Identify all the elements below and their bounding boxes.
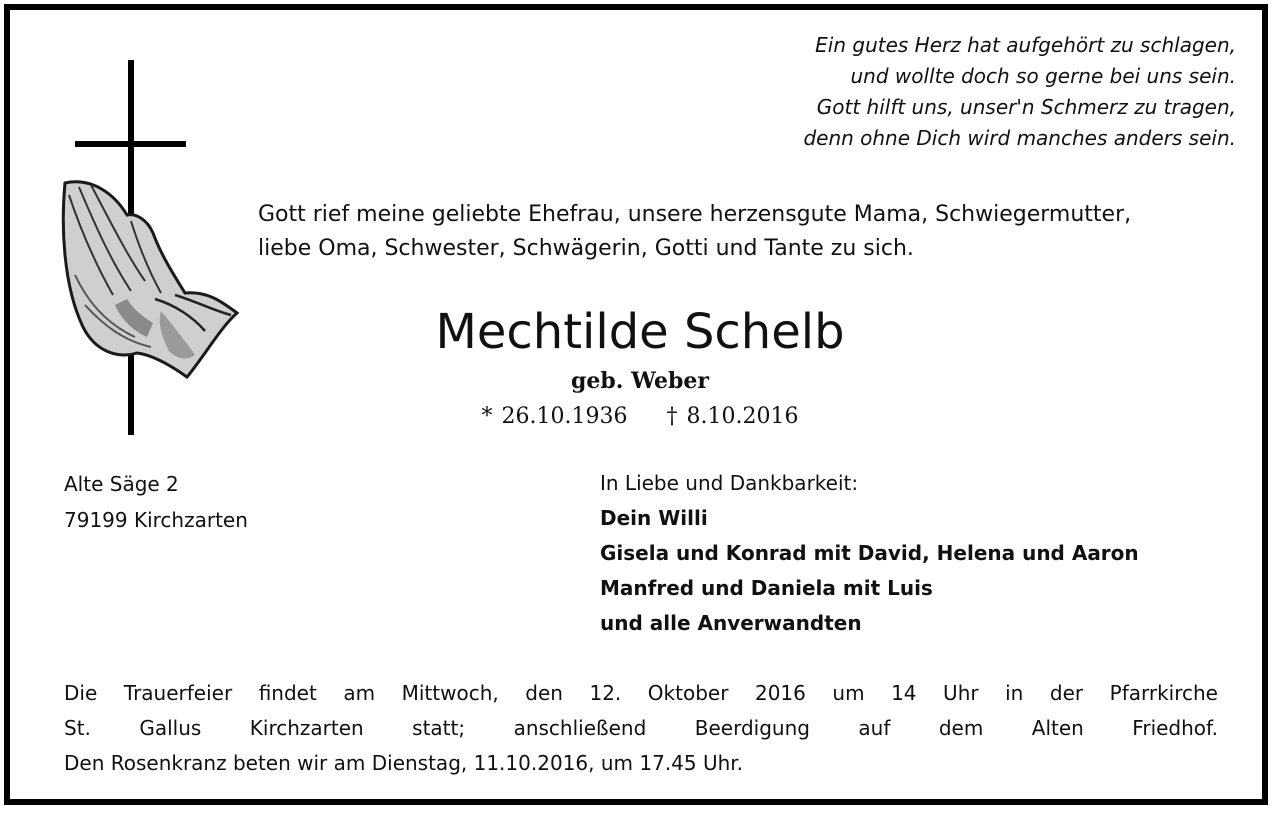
life-dates bbox=[440, 404, 840, 429]
ceremony-line: Den Rosenkranz beten wir am Dienstag, 11.10.2016, um 17.45 Uhr. bbox=[64, 751, 744, 775]
address-street: Alte Säge 2 bbox=[64, 472, 179, 496]
death-date: † 8.10.2016 bbox=[666, 404, 799, 429]
intro-text bbox=[258, 198, 1248, 266]
address-city: 79199 Kirchzarten bbox=[64, 508, 248, 532]
ceremony-line: Die Trauerfeier findet am Mittwoch, den 12. Oktober 2016 um 14 Uhr in der Pfarrkirche bbox=[64, 681, 1218, 705]
mourners bbox=[600, 466, 1139, 641]
mourners-heading: In Liebe und Dankbarkeit: bbox=[600, 471, 859, 495]
intro-line: liebe Oma, Schwester, Schwägerin, Gotti und Tante zu sich. bbox=[258, 236, 914, 261]
maiden-name: geb. Weber bbox=[571, 368, 709, 394]
mourner-line: und alle Anverwandten bbox=[600, 611, 862, 635]
poem-line: Gott hilft uns, unser'n Schmerz zu tragen, bbox=[816, 95, 1236, 119]
ceremony-info bbox=[64, 676, 1218, 781]
poem-line: denn ohne Dich wird manches anders sein. bbox=[803, 126, 1236, 150]
praying-hands-icon bbox=[63, 182, 237, 377]
deceased-name: Mechtilde Schelb bbox=[435, 304, 845, 360]
poem-line: und wollte doch so gerne bei uns sein. bbox=[850, 64, 1236, 88]
poem bbox=[676, 30, 1236, 154]
birth-date: * 26.10.1936 bbox=[481, 404, 628, 429]
ceremony-line: St. Gallus Kirchzarten statt; anschließend Beerdigung auf dem Alten Friedhof. bbox=[64, 716, 1218, 740]
address bbox=[64, 466, 248, 538]
mourner-line: Manfred und Daniela mit Luis bbox=[600, 576, 933, 600]
cross-with-praying-hands bbox=[55, 55, 245, 440]
poem-line: Ein gutes Herz hat aufgehört zu schlagen, bbox=[815, 33, 1236, 57]
mourner-line: Gisela und Konrad mit David, Helena und Aaron bbox=[600, 541, 1139, 565]
mourner-line: Dein Willi bbox=[600, 506, 708, 530]
intro-line: Gott rief meine geliebte Ehefrau, unsere herzensgute Mama, Schwiegermutter, bbox=[258, 202, 1132, 227]
